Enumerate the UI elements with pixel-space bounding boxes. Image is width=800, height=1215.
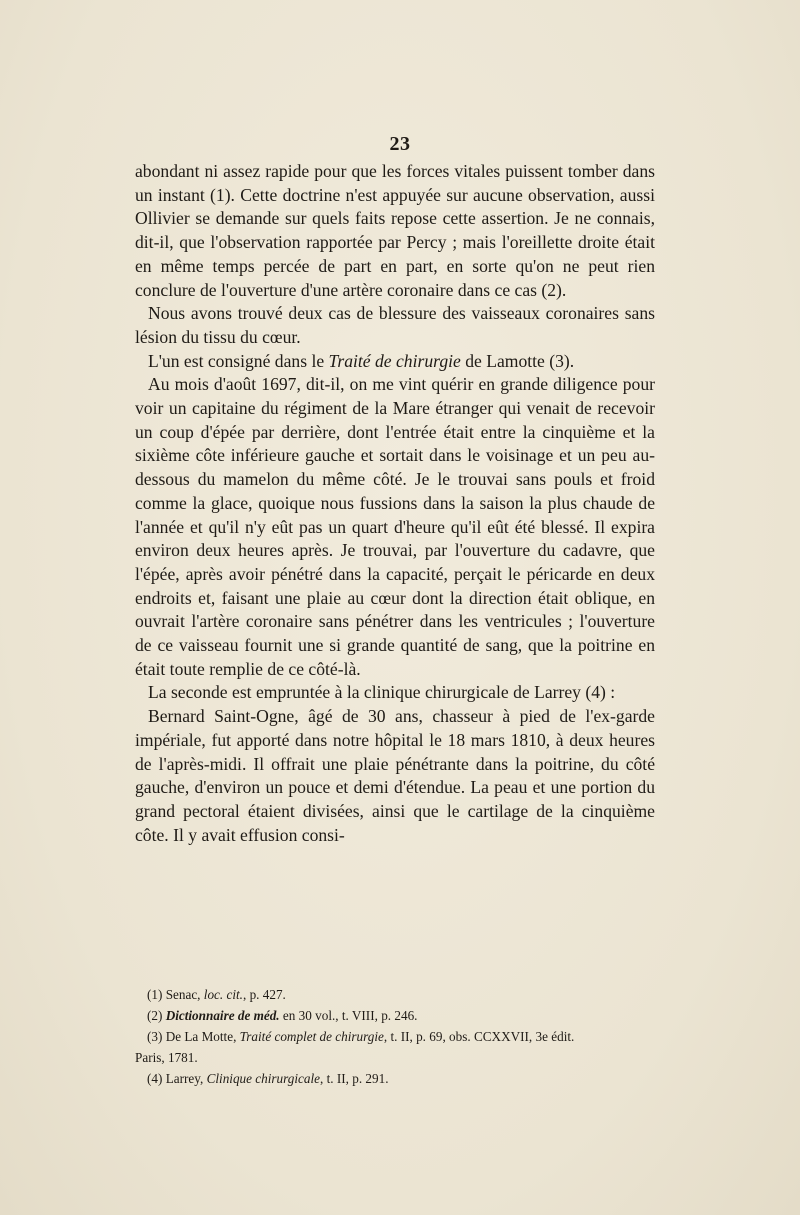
text-run: L'un est consigné dans le <box>148 350 329 371</box>
footnote-mark: (3) <box>147 1029 163 1044</box>
text-run: Larrey, <box>162 1071 207 1086</box>
text-run: , t. II, p. 69, obs. CCXXVII, 3e édit. <box>383 1029 575 1044</box>
footnote <box>135 984 655 1005</box>
footnote <box>135 1005 655 1026</box>
footnote-mark: (2) <box>147 1008 163 1023</box>
page-number: 23 <box>389 133 411 155</box>
text-run: Senac, <box>162 987 204 1002</box>
text-run: de Lamotte (3). <box>460 350 575 371</box>
italic-title: Clinique chirurgicale <box>206 1071 320 1086</box>
footnote <box>135 1026 655 1047</box>
footnote <box>135 1068 655 1089</box>
paragraph: Nous avons trouvé deux cas de blessure des vaisseaux coronaires sans lésion du tissu du cœur. <box>135 303 655 347</box>
footnote-mark: (4) <box>147 1071 163 1086</box>
paragraph: Au mois d'août 1697, dit-il, on me vint quérir en grande diligence pour voir un capitaine du régiment de la Mare étranger qui venait de recevoir un coup d'épée par derrière, dont l'entrée était entre la cinquième et la sixième côte inférieure gauche et sortait dans le voisinage et un peu au-dessous du mamelon du même côté. Je le trouvai sans pouls et froid comme la glace, quoique nous fussions dans la saison la plus chaude de l'année et qu'il n'y eût pas un quart d'heure qu'il eût été blessé. Il expira environ deux heures après. Je trouvai, par l'ouverture du cadavre, que l'épée, après avoir pénétré dans la capacité, perçait le péricarde en deux endroits et, faisant une plaie au cœur dont la direction était oblique, en ouvrait l'artère coronaire sans pénétrer dans les ventricules ; l'ouverture de ce vaisseau fournit une si grande quantité de sang, que la poitrine en était toute remplie de ce côté-là. <box>135 374 655 679</box>
paragraph: Bernard Saint-Ogne, âgé de 30 ans, chasseur à pied de l'ex-garde impériale, fut apporté dans notre hôpital le 18 mars 1810, à deux heures de l'après-midi. Il offrait une plaie pénétrante dans la poitrine, du côté gauche, d'environ un pouce et demi d'étendue. La peau et une portion du grand pectoral étaient divisées, ainsi que le cartilage de la cinquième côte. Il y avait effusion consi- <box>135 706 655 845</box>
italic-title: Traité de chirurgie <box>328 350 461 371</box>
footnotes <box>135 984 655 1089</box>
footnote-mark: (1) <box>147 987 163 1002</box>
italic-title: loc. cit. <box>203 987 243 1002</box>
text-run: De La Motte, <box>162 1029 240 1044</box>
paragraph: La seconde est empruntée à la clinique chirurgicale de Larrey (4) : <box>148 682 616 703</box>
text-run: , t. II, p. 291. <box>320 1071 389 1086</box>
footnote-continuation: Paris, 1781. <box>135 1050 198 1065</box>
text-run: , p. 427. <box>242 987 286 1002</box>
italic-title: Traité complet de chirurgie <box>239 1029 384 1044</box>
paragraph <box>135 350 655 374</box>
text-run: en 30 vol., t. VIII, p. 246. <box>279 1008 418 1023</box>
paragraph: abondant ni assez rapide pour que les forces vitales puissent tomber dans un instant (1). Cette doctrine n'est appuyée sur aucune observation, aussi Ollivier se demande sur quels faits repose cette assertion. Je ne connais, dit-il, que l'observation rapportée par Percy ; mais l'oreillette droite était en même temps percée de part en part, en sorte qu'on ne peut rien conclure de l'ouverture d'une artère coronaire dans ce cas (2). <box>135 161 655 300</box>
body-text <box>135 160 655 847</box>
italic-title: Dictionnaire de méd. <box>165 1008 280 1023</box>
